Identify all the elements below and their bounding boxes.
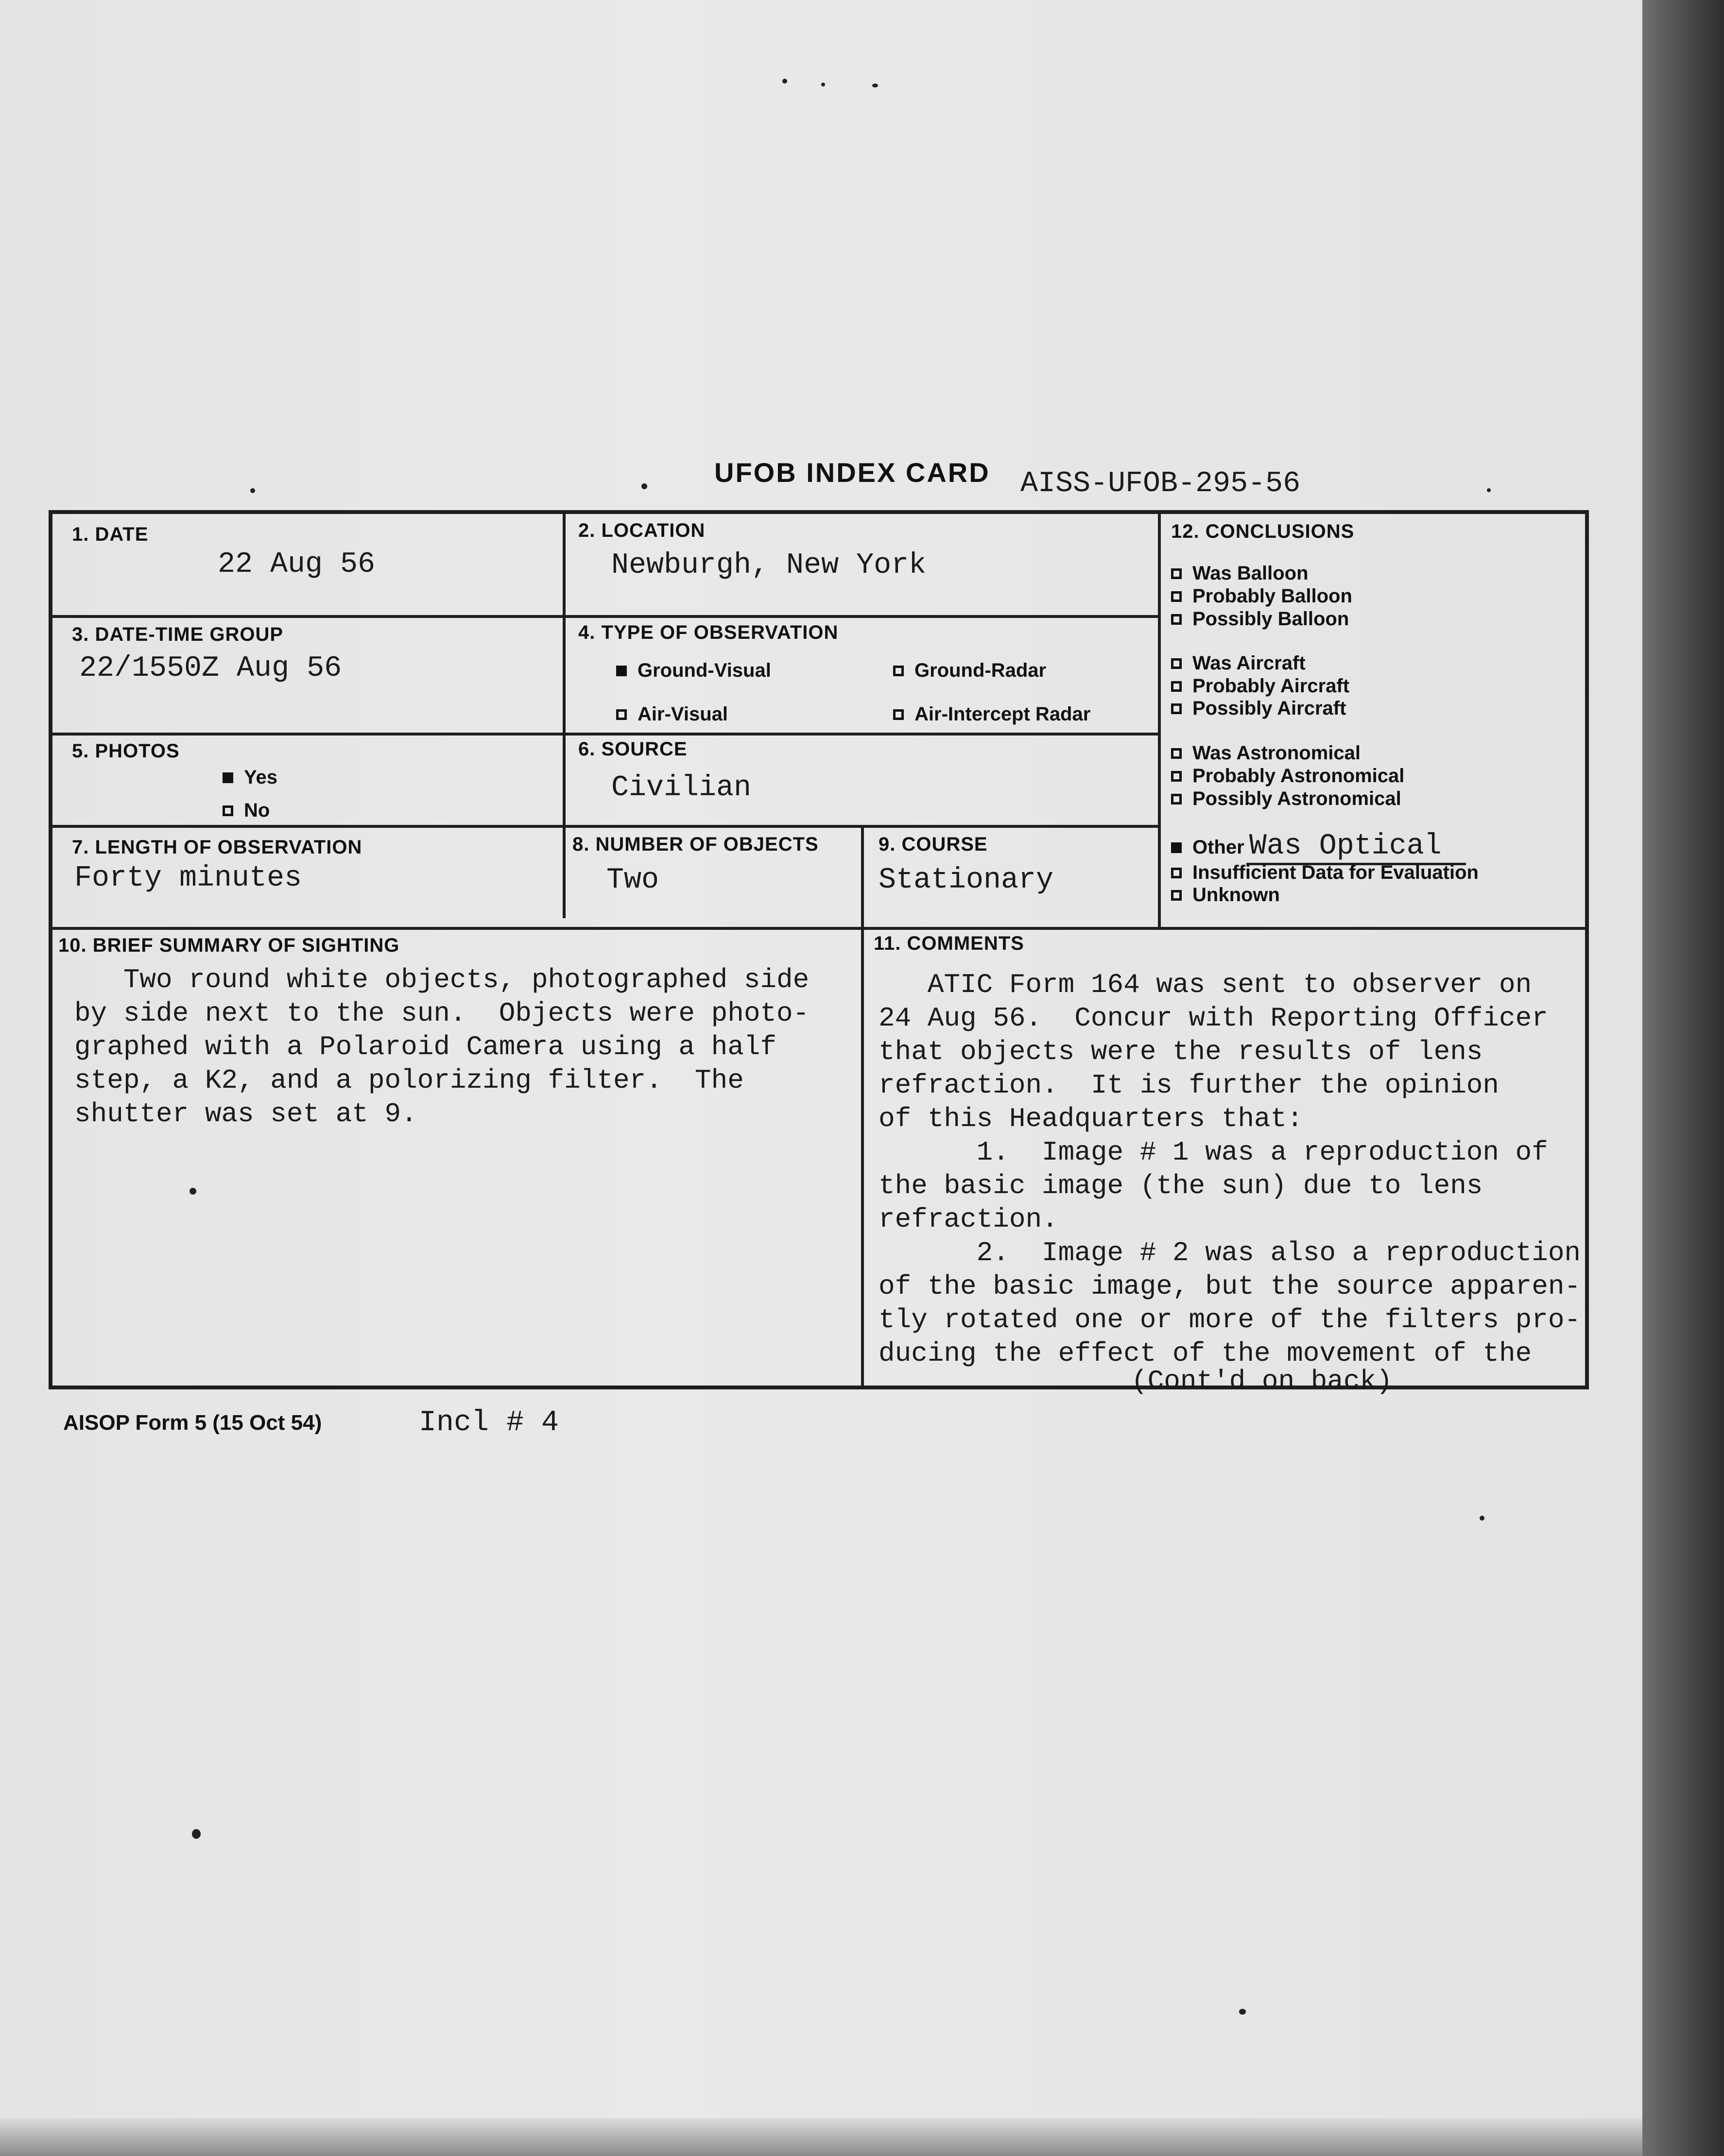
comments-text: [879, 968, 1581, 1370]
scan-speck: [192, 1829, 201, 1839]
summary-text: [74, 963, 809, 1131]
checkbox-icon: [616, 709, 627, 720]
length-of-observation-value: Forty minutes: [74, 862, 302, 895]
index-card-grid: [49, 510, 1589, 1397]
type-of-observation-label: 4. TYPE OF OBSERVATION: [578, 622, 839, 643]
checkbox-icon: [1171, 681, 1182, 692]
checkbox-icon: [1171, 842, 1182, 853]
inclosure-number: Incl # 4: [419, 1406, 559, 1439]
conclusion-was-balloon[interactable]: [1171, 563, 1309, 584]
conclusion-possibly-balloon[interactable]: [1171, 608, 1349, 630]
other-conclusion-value: Was Optical: [1246, 830, 1466, 865]
comments-line: that objects were the results of lens: [879, 1036, 1483, 1067]
option-label: Unknown: [1192, 884, 1280, 906]
checkbox-icon: [1171, 591, 1182, 602]
grid-line: [563, 514, 566, 918]
grid-line: [52, 615, 1161, 618]
scan-speck: [1239, 2009, 1246, 2015]
conclusions-label: 12. CONCLUSIONS: [1171, 521, 1355, 542]
checkbox-icon: [1171, 568, 1182, 579]
comments-line: the basic image (the sun) due to lens: [879, 1170, 1483, 1201]
option-ground-radar[interactable]: [893, 660, 1046, 682]
scan-speck: [821, 83, 825, 86]
conclusion-probably-aircraft[interactable]: [1171, 675, 1349, 697]
card-title: UFOB INDEX CARD: [714, 457, 990, 488]
number-of-objects-value: Two: [606, 864, 659, 897]
date-time-group-value: 22/1550Z Aug 56: [79, 652, 342, 685]
option-label: Insufficient Data for Evaluation: [1192, 862, 1479, 883]
comments-line: 24 Aug 56. Concur with Reporting Officer: [879, 1003, 1548, 1034]
option-air-intercept-radar[interactable]: [893, 703, 1090, 725]
comments-label: 11. COMMENTS: [874, 933, 1024, 954]
date-label: 1. DATE: [72, 524, 149, 545]
source-value: Civilian: [611, 771, 752, 804]
length-of-observation-label: 7. LENGTH OF OBSERVATION: [72, 837, 362, 858]
conclusion-insufficient-data[interactable]: [1171, 862, 1479, 884]
grid-line: [861, 927, 864, 1389]
course-label: 9. COURSE: [879, 834, 988, 855]
conclusion-probably-astronomical[interactable]: [1171, 765, 1404, 787]
option-label: Air-Intercept Radar: [914, 703, 1091, 725]
comments-line: 2. Image # 2 was also a reproduction: [879, 1237, 1581, 1268]
course-value: Stationary: [879, 864, 1054, 897]
comments-line: of the basic image, but the source apparen-: [879, 1271, 1581, 1302]
summary-label: 10. BRIEF SUMMARY OF SIGHTING: [58, 935, 400, 956]
scan-shadow-right: [1642, 0, 1724, 2156]
grid-line: [52, 927, 1585, 930]
photos-label: 5. PHOTOS: [72, 740, 180, 762]
scan-speck: [1480, 1516, 1484, 1521]
option-label: Possibly Astronomical: [1192, 788, 1401, 809]
option-label: Possibly Aircraft: [1192, 698, 1346, 719]
option-photos-yes[interactable]: [223, 767, 277, 788]
option-label: Yes: [244, 767, 277, 788]
number-of-objects-label: 8. NUMBER OF OBJECTS: [572, 834, 819, 855]
option-label: Air-Visual: [638, 703, 728, 725]
checkbox-icon: [1171, 614, 1182, 625]
comments-line: ducing the effect of the movement of the: [879, 1338, 1532, 1369]
scan-shadow-bottom: [0, 2118, 1642, 2156]
comments-line: of this Headquarters that:: [879, 1103, 1303, 1134]
checkbox-icon: [893, 709, 904, 720]
scan-speck: [782, 79, 787, 84]
form-identifier: AISOP Form 5 (15 Oct 54): [63, 1411, 322, 1435]
date-value: 22 Aug 56: [218, 548, 376, 581]
comments-line: refraction.: [879, 1204, 1058, 1235]
option-label: Ground-Visual: [638, 660, 771, 681]
summary-line: graphed with a Polaroid Camera using a half: [74, 1031, 777, 1062]
option-label: Was Astronomical: [1192, 742, 1361, 764]
scan-speck: [250, 488, 255, 493]
grid-line: [1158, 514, 1161, 927]
summary-line: shutter was set at 9.: [74, 1098, 417, 1129]
option-label: No: [244, 800, 270, 821]
checkbox-icon: [1171, 703, 1182, 714]
option-label: Probably Aircraft: [1192, 675, 1350, 697]
date-time-group-label: 3. DATE-TIME GROUP: [72, 624, 284, 645]
grid-line: [52, 825, 1161, 828]
checkbox-icon: [223, 772, 233, 783]
option-label: Was Balloon: [1192, 563, 1309, 584]
checkbox-icon: [1171, 868, 1182, 878]
checkbox-icon: [1171, 771, 1182, 782]
conclusion-was-astronomical[interactable]: [1171, 742, 1361, 764]
location-value: Newburgh, New York: [611, 549, 927, 582]
checkbox-icon: [223, 805, 233, 816]
checkbox-icon: [893, 666, 904, 676]
option-label: Probably Astronomical: [1192, 765, 1405, 787]
source-label: 6. SOURCE: [578, 738, 688, 760]
conclusion-probably-balloon[interactable]: [1171, 585, 1352, 607]
comments-line: 1. Image # 1 was a reproduction of: [879, 1137, 1548, 1168]
grid-line: [52, 733, 1161, 736]
scan-speck: [872, 84, 878, 87]
option-photos-no[interactable]: [223, 800, 270, 821]
conclusion-other[interactable]: [1171, 830, 1466, 865]
conclusion-was-aircraft[interactable]: [1171, 652, 1306, 674]
conclusion-unknown[interactable]: [1171, 884, 1280, 906]
option-label: Possibly Balloon: [1192, 608, 1349, 630]
comments-line: ATIC Form 164 was sent to observer on: [879, 969, 1532, 1000]
scan-speck: [641, 483, 647, 489]
option-air-visual[interactable]: [616, 703, 728, 725]
checkbox-icon: [1171, 794, 1182, 804]
option-label: Other: [1192, 837, 1244, 858]
comments-line: tly rotated one or more of the filters pro-: [879, 1304, 1581, 1335]
scan-speck: [1487, 488, 1491, 492]
checkbox-icon: [1171, 658, 1182, 669]
summary-line: Two round white objects, photographed side: [74, 964, 810, 995]
checkbox-icon: [1171, 748, 1182, 759]
option-label: Was Aircraft: [1192, 652, 1306, 674]
option-label: Probably Balloon: [1192, 585, 1352, 607]
summary-line: step, a K2, and a polorizing filter. The: [74, 1065, 744, 1096]
comments-line: refraction. It is further the opinion: [879, 1070, 1500, 1101]
summary-line: by side next to the sun. Objects were photo-: [74, 998, 810, 1029]
comments-continuation: (Cont'd on back): [1131, 1366, 1393, 1397]
option-ground-visual[interactable]: [616, 660, 771, 682]
option-label: Ground-Radar: [914, 660, 1047, 681]
checkbox-icon: [616, 666, 627, 676]
checkbox-icon: [1171, 890, 1182, 901]
conclusion-possibly-astronomical[interactable]: [1171, 788, 1401, 810]
location-label: 2. LOCATION: [578, 520, 706, 541]
conclusion-possibly-aircraft[interactable]: [1171, 698, 1346, 719]
card-number: AISS-UFOB-295-56: [1020, 467, 1301, 500]
